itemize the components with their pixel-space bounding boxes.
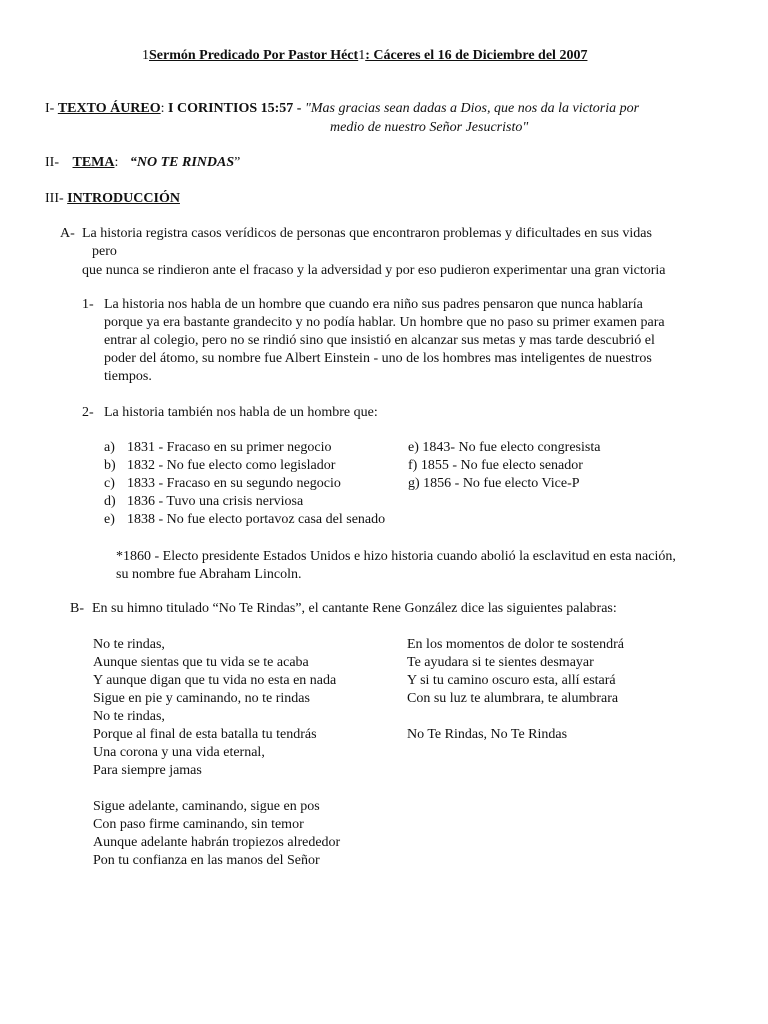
point-b-mark: B- bbox=[70, 601, 84, 616]
list-text: 1832 - No fue electo como legislador bbox=[127, 458, 336, 473]
lyric-line: Con su luz te alumbrara, te alumbrara bbox=[407, 691, 619, 706]
point-1-line: entrar al colegio, pero no se rindió sino que insistió en alcanzar sus metas y mas tarde descubrió el bbox=[104, 333, 655, 348]
point-1-mark: 1- bbox=[82, 297, 94, 312]
list-mark: c) bbox=[104, 476, 115, 491]
list-text: 1833 - Fracaso en su segundo negocio bbox=[127, 476, 341, 491]
lyric-line: Una corona y una vida eternal, bbox=[93, 745, 265, 760]
section-number: III- bbox=[45, 191, 64, 206]
document-title bbox=[142, 47, 587, 65]
list-item bbox=[104, 475, 341, 493]
lyric-line: No Te Rindas, No Te Rindas bbox=[407, 727, 568, 742]
point-1-line: poder del átomo, su nombre fue Albert Einstein - uno de los hombres mas inteligentes de nuestros bbox=[104, 351, 652, 366]
list-mark: d) bbox=[104, 494, 116, 509]
lyric-line: Aunque sientas que tu vida se te acaba bbox=[93, 655, 309, 670]
lyric-line: Aunque adelante habrán tropiezos alrededor bbox=[93, 835, 341, 850]
section-tema bbox=[45, 154, 240, 172]
list-mark: a) bbox=[104, 440, 115, 455]
colon: : bbox=[114, 155, 119, 170]
list-mark: e) bbox=[104, 512, 115, 527]
list-item bbox=[104, 493, 304, 511]
lyric-line: Sigue en pie y caminando, no te rindas bbox=[93, 691, 310, 706]
section-label: TEMA bbox=[72, 155, 115, 170]
point-a-line-2: pero bbox=[92, 244, 117, 259]
list-text: 1838 - No fue electo portavoz casa del senado bbox=[127, 512, 386, 527]
point-2-mark: 2- bbox=[82, 405, 94, 420]
lincoln-note-line-1: *1860 - Electo presidente Estados Unidos e hizo historia cuando abolió la esclavitud en esta nación, bbox=[116, 549, 676, 564]
lyric-line: Y aunque digan que tu vida no esta en nada bbox=[93, 673, 337, 688]
point-1-line: tiempos. bbox=[104, 369, 152, 384]
bible-reference: I CORINTIOS 15:57 - bbox=[168, 101, 302, 116]
lyric-line: Sigue adelante, caminando, sigue en pos bbox=[93, 799, 320, 814]
lyric-line: No te rindas, bbox=[93, 637, 165, 652]
section-label: TEXTO ÁUREO bbox=[57, 101, 161, 116]
lyric-line: En los momentos de dolor te sostendrá bbox=[407, 637, 624, 652]
colon: : bbox=[160, 101, 165, 116]
lyric-line: Para siempre jamas bbox=[93, 763, 202, 778]
section-number: II- bbox=[45, 155, 59, 170]
lyric-line: Te ayudara si te sientes desmayar bbox=[407, 655, 594, 670]
point-1-line: porque ya era bastante grandecito y no podía hablar. Un hombre que no paso su primer examen para bbox=[104, 315, 665, 330]
title-prefix: 1 bbox=[142, 48, 149, 63]
theme-quote-end: ” bbox=[234, 155, 241, 170]
lincoln-note-line-2: su nombre fue Abraham Lincoln. bbox=[116, 567, 302, 582]
point-a-line-3: que nunca se rindieron ante el fracaso y la adversidad y por eso pudieron experimentar una gran victoria bbox=[82, 263, 666, 278]
list-item: f) 1855 - No fue electo senador bbox=[408, 458, 583, 473]
point-1-line: La historia nos habla de un hombre que cuando era niño sus padres pensaron que nunca hablaría bbox=[104, 297, 643, 312]
lyric-line: Con paso firme caminando, sin temor bbox=[93, 817, 304, 832]
verse-quote-line-1: "Mas gracias sean dadas a Dios, que nos da la victoria por bbox=[304, 101, 640, 116]
lyric-line: No te rindas, bbox=[93, 709, 165, 724]
list-item: e) 1843- No fue electo congresista bbox=[408, 440, 601, 455]
list-item: g) 1856 - No fue electo Vice-P bbox=[408, 476, 580, 491]
section-texto-aureo bbox=[45, 100, 639, 118]
title-mid: 1 bbox=[358, 48, 366, 63]
sermon-theme: “NO TE RINDAS bbox=[129, 155, 235, 170]
point-b-text: En su himno titulado “No Te Rindas”, el cantante Rene González dice las siguientes palabras: bbox=[92, 601, 617, 616]
list-item bbox=[104, 511, 386, 529]
title-part-2: : Cáceres el 16 de Diciembre del 2007 bbox=[365, 48, 588, 63]
lyric-line: Pon tu confianza en las manos del Señor bbox=[93, 853, 320, 868]
list-item bbox=[104, 457, 336, 475]
verse-quote-line-2: medio de nuestro Señor Jesucristo" bbox=[330, 120, 529, 135]
section-introduccion bbox=[45, 190, 180, 208]
list-item bbox=[104, 439, 332, 457]
list-mark: b) bbox=[104, 458, 116, 473]
section-number: I- bbox=[45, 101, 55, 116]
lyric-line: Y si tu camino oscuro esta, allí estará bbox=[407, 673, 616, 688]
lyric-line: Porque al final de esta batalla tu tendrás bbox=[93, 727, 317, 742]
list-text: 1836 - Tuvo una crisis nerviosa bbox=[127, 494, 304, 509]
title-part-1: Sermón Predicado Por Pastor Héct bbox=[149, 48, 359, 63]
list-text: 1831 - Fracaso en su primer negocio bbox=[127, 440, 332, 455]
point-a-line-1: La historia registra casos verídicos de personas que encontraron problemas y dificultades en sus vidas bbox=[82, 226, 652, 241]
section-label: INTRODUCCIÓN bbox=[67, 191, 180, 206]
point-2-text: La historia también nos habla de un hombre que: bbox=[104, 405, 378, 420]
point-a-mark: A- bbox=[60, 226, 75, 241]
